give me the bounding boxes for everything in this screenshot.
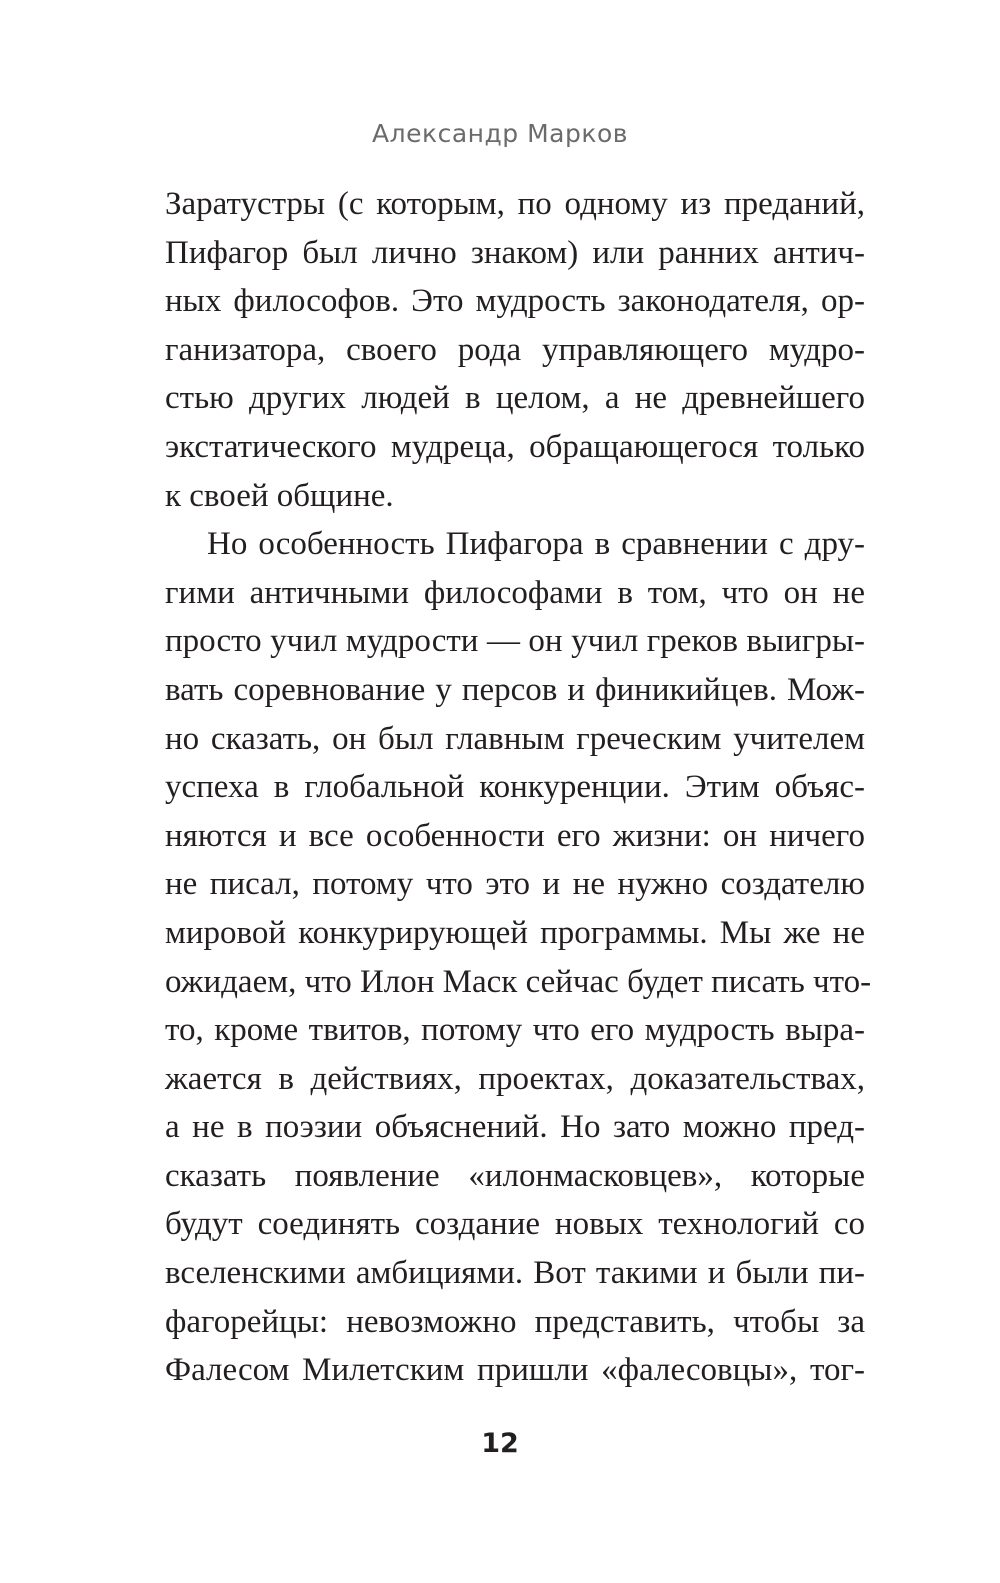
text-line: ганизатора, своего рода управляющего мудро- [165,331,865,368]
text-line: стью других людей в целом, а не древнейшего [165,380,865,417]
text-line: успеха в глобальной конкуренции. Этим объяс- [165,769,865,806]
text-line: ных философов. Это мудрость законодателя, ор- [165,283,865,320]
text-line: к своей общине. [165,477,394,514]
text-line: няются и все особенности его жизни: он ничего [165,817,865,854]
text-line: гими античными философами в том, что он не [165,574,865,611]
text-line: не писал, потому что это и не нужно создателю [165,866,865,903]
text-line: просто учил мудрости — он учил греков выигры- [165,623,865,660]
running-head-author: Александр Марков [372,119,628,148]
text-line: фагорейцы: невозможно представить, чтобы за [165,1303,865,1340]
text-line: Но особенность Пифагора в сравнении с дру- [207,526,865,563]
text-line: Заратустры (с которым, по одному из преданий, [165,186,865,222]
text-line: то, кроме твитов, потому что его мудрость выра- [165,1012,865,1049]
text-line: но сказать, он был главным греческим учителем [165,720,865,757]
text-line: а не в поэзии объяснений. Но зато можно пред- [165,1109,865,1146]
page-number: 12 [481,1428,519,1459]
text-line: экстатического мудреца, обращающегося только [165,428,865,465]
text-line: вселенскими амбициями. Вот такими и были пи- [165,1255,865,1292]
text-line: вать соревнование у персов и финикийцев. Мож- [165,671,865,708]
body-text [165,180,872,1395]
text-line: сказать появление «илонмасковцев», которые [165,1157,865,1194]
text-line: Фалесом Милетским пришли «фалесовцы», тог- [165,1352,865,1389]
text-line: жается в действиях, проектах, доказательствах, [165,1060,865,1097]
text-line: ожидаем, что Илон Маск сейчас будет писать что- [165,963,872,1000]
text-line: мировой конкурирующей программы. Мы же не [165,914,865,951]
text-line: Пифагор был лично знаком) или ранних антич- [165,234,865,271]
text-line: будут соединять создание новых технологий со [165,1206,865,1243]
